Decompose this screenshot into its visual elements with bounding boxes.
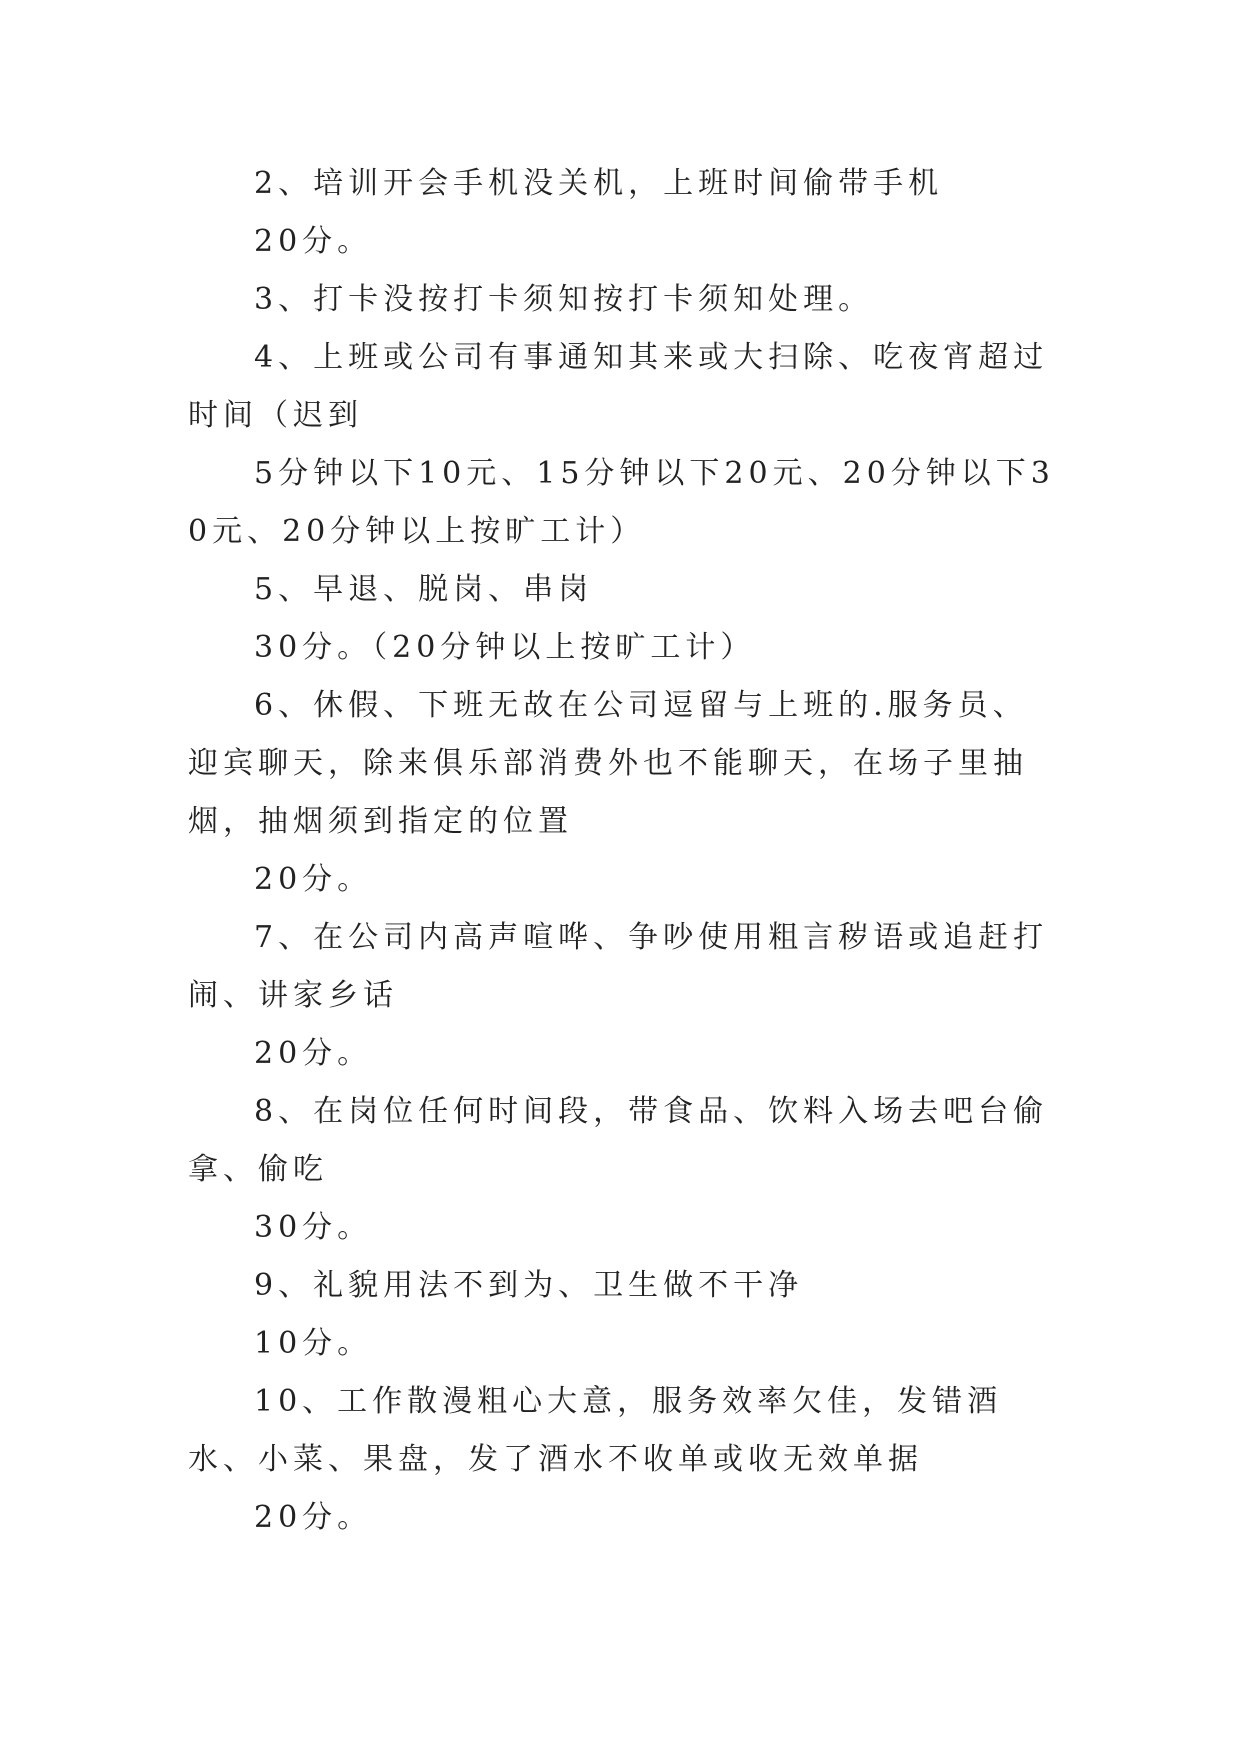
paragraph-rule-2: 2、培训开会手机没关机，上班时间偷带手机 <box>254 166 944 201</box>
paragraph-rule-3: 3、打卡没按打卡须知按打卡须知处理。 <box>254 282 874 317</box>
paragraph-rule-9: 9、礼貌用法不到为、卫生做不干净 <box>254 1268 804 1303</box>
paragraph-penalty: 20分。 <box>254 862 373 897</box>
paragraph-rule-7: 7、在公司内高声喧哗、争吵使用粗言秽语或追赶打闹、讲家乡话 <box>188 920 1049 1013</box>
paragraph-penalty: 30分。 <box>254 1210 373 1245</box>
paragraph-late-fines: 5分钟以下10元、15分钟以下20元、20分钟以下30元、20分钟以上按旷工计） <box>188 456 1055 549</box>
paragraph-penalty: 10分。 <box>254 1326 373 1361</box>
paragraph-rule-8: 8、在岗位任何时间段，带食品、饮料入场去吧台偷拿、偷吃 <box>188 1094 1049 1187</box>
paragraph-penalty: 20分。 <box>254 224 373 259</box>
document-body <box>188 155 1058 1547</box>
paragraph-penalty: 30分。（20分钟以上按旷工计） <box>254 630 756 665</box>
paragraph-rule-10: 10、工作散漫粗心大意，服务效率欠佳，发错酒水、小菜、果盘，发了酒水不收单或收无效单据 <box>188 1384 1003 1477</box>
paragraph-rule-6: 6、休假、下班无故在公司逗留与上班的.服务员、迎宾聊天，除来俱乐部消费外也不能聊天，在场子里抽烟，抽烟须到指定的位置 <box>188 688 1028 839</box>
paragraph-rule-4: 4、上班或公司有事通知其来或大扫除、吃夜宵超过时间（迟到 <box>188 340 1049 433</box>
paragraph-rule-5: 5、早退、脱岗、串岗 <box>254 572 594 607</box>
paragraph-penalty: 20分。 <box>254 1036 373 1071</box>
paragraph-penalty: 20分。 <box>254 1500 373 1535</box>
